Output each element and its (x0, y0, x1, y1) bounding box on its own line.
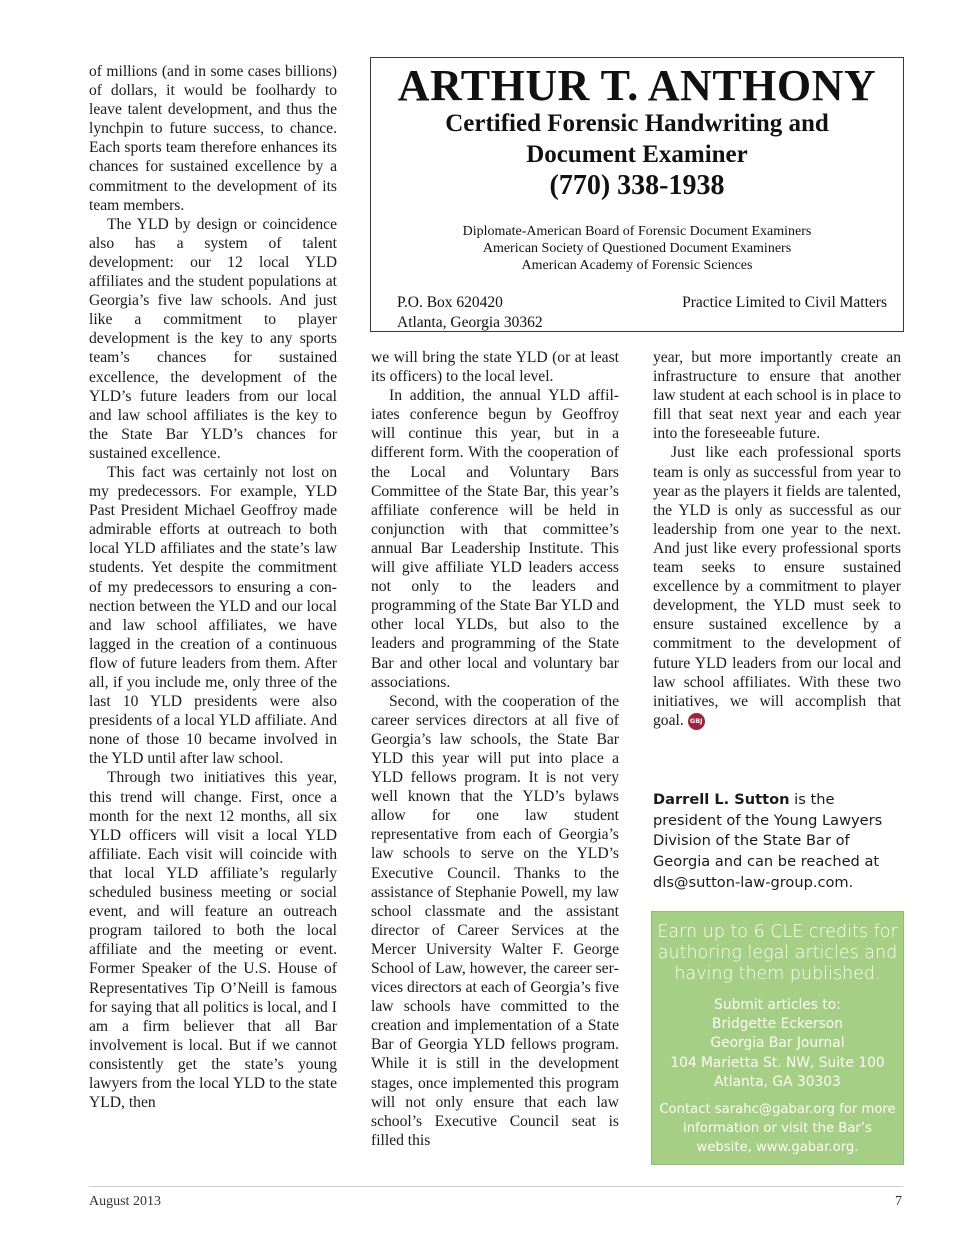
ad-name: ARTHUR T. ANTHONY (397, 61, 877, 110)
article-column-1 (89, 62, 337, 1112)
ad-credential: Diplomate-American Board of Forensic Document Examiners (462, 224, 812, 239)
forensic-examiner-ad (370, 57, 904, 332)
article-paragraph: Through two initiatives this year, this trend will change. First, once a month for the next 12 months, all six YLD officers will visit a local YLD affiliate. Each visit will coincide with that local YLD affiliate’s regularly scheduled business meeting or social event, and will feature an outreach program tailored to both the local affiliate and the meeting or event. Former Speaker of the U.S. House of Representatives Tip O’Neill is famous for saying that all politics is local, and I am a firm believer that all Bar involvement is local. But if we cannot consistently get the state’s young lawyers from the local YLD to the state YLD, then (89, 769, 337, 1112)
footer-divider (89, 1186, 903, 1187)
author-bio (653, 790, 903, 894)
ad-credential: American Academy of Forensic Sciences (521, 258, 753, 273)
cle-submit-line: Submit articles to: (714, 997, 841, 1013)
cle-headline: Earn up to 6 CLE credits for authoring legal articles and having them published. (657, 922, 898, 984)
author-name: Darrell L. Sutton (653, 791, 790, 808)
cle-submit-line: Bridgette Eckerson (711, 1016, 843, 1033)
cle-credits-box (651, 911, 904, 1165)
article-column-3 (653, 348, 901, 730)
ad-address-line-2: Atlanta, Georgia 30362 (397, 313, 543, 331)
cle-contact: Contact sarahc@gabar.org for more information or visit the Bar’s website, www.gabar.org. (659, 1102, 896, 1156)
page-number: 7 (895, 1194, 902, 1209)
article-paragraph: In addition, the annual YLD affiliates conference begun by Geoffroy will continue this year, but in a different form. With the cooperation of the Local and Voluntary Bars Committee of the State Bar, this year’s affiliate conference will be held in conjunction with that committee’s annual Bar Leadership Institute. This will give affiliate YLD leaders access not only to the leaders and programming of the State Bar YLD and other local YLDs, but also to the leaders and programming of the State Bar and other local and voluntary bar associations. (371, 387, 619, 691)
ad-title-line-1: Certified Forensic Handwriting and (445, 110, 829, 137)
article-paragraph: Second, with the cooperation of the career services directors at all five of Georgia’s law schools, the State Bar YLD this year will put into place a YLD fellows program. It is not very well known that the YLD’s bylaws allow for one law student representative from each of Georgia’s law schools to serve on the YLD’s Executive Council. Thanks to the assistance of Stephanie Powell, my law school classmate and the assistant director of Career Services at the Mercer University Walter F. George School of Law, however, the career services directors at each of Georgia’s five law schools have committed to the creation and implementation of a State Bar of Georgia YLD fellows program. While it is still in the development stages, once implemented this program will not only ensure that each law school’s Executive Council seat is filled this (371, 692, 619, 1149)
footer-date: August 2013 (89, 1194, 161, 1209)
ad-address-line-1: P.O. Box 620420 (397, 294, 503, 311)
article-paragraph: The YLD by design or coincidence also has a system of talent development: our 12 local YLD affiliates and the student populations at Georgia’s five law schools. And just like a commitment to player development is the key to any sports team’s chances for sustained excellence, the development of the YLD’s future leaders from our local and law school affiliates is the key to the State Bar YLD’s chances for sustained excellence. (89, 215, 337, 462)
cle-submit-line: Georgia Bar Journal (710, 1035, 845, 1052)
article-column-2 (371, 348, 619, 1150)
ad-credential: American Society of Questioned Document Examiners (482, 241, 792, 256)
ad-phone: (770) 338-1938 (549, 170, 725, 201)
ad-credentials (371, 223, 903, 274)
ad-address (397, 293, 543, 332)
ad-title-line-2: Document Examiner (526, 141, 748, 168)
article-paragraph-text: Just like each professional sports team is only as successful from year to year as the players it fields are talented, the YLD is only as successful as our leadership from one year to the next. And just like every professional sports team seeks to ensure sustained excellence by a commitment to player development, the YLD must seek to ensure sustained excellence by a commitment to the development of future YLD leaders from our local and law school affiliates. With these two initiatives, we will accomplish that goal. (653, 444, 901, 729)
end-of-article-icon: GBJ (688, 713, 705, 730)
ad-practice-note: Practice Limited to Civil Matters (682, 294, 887, 311)
author-bio-text: is the president of the Young Lawyers Division of the State Bar of Georgia and can be reached at dls@sutton-law-group.com. (653, 791, 883, 891)
cle-submit-info (652, 996, 903, 1092)
article-paragraph (653, 443, 901, 729)
article-paragraph: year, but more importantly create an infrastructure to ensure that another law student at each school is in place to fill that seat next year and each year into the foreseeable future. (653, 349, 901, 443)
article-paragraph: This fact was certainly not lost on my predecessors. For example, YLD Past President Michael Geoffroy made admirable efforts at outreach to both local YLD affiliates and the state’s law students. Yet despite the commitment of my predecessors to ensuring a connection between the YLD and our local and law school affiliates, we have lagged in the creation of a continuous flow of future leaders from them. After all, if you include me, only three of the last 10 YLD presidents were also presidents of a local YLD affiliate. And none of those 10 became involved in the YLD until after law school. (89, 463, 337, 768)
cle-submit-line: Atlanta, GA 30303 (714, 1073, 841, 1090)
article-paragraph: of millions (and in some cases billions) of dollars, it would be foolhardy to leave talent development, and thus the lynchpin to future success, to chance. Each sports team therefore enhances its chances for sustained excellence by a commitment to the development of its team members. (89, 63, 337, 214)
article-paragraph: we will bring the state YLD (or at least its officers) to the local level. (371, 349, 619, 386)
cle-submit-line: 104 Marietta St. NW, Suite 100 (670, 1054, 885, 1071)
